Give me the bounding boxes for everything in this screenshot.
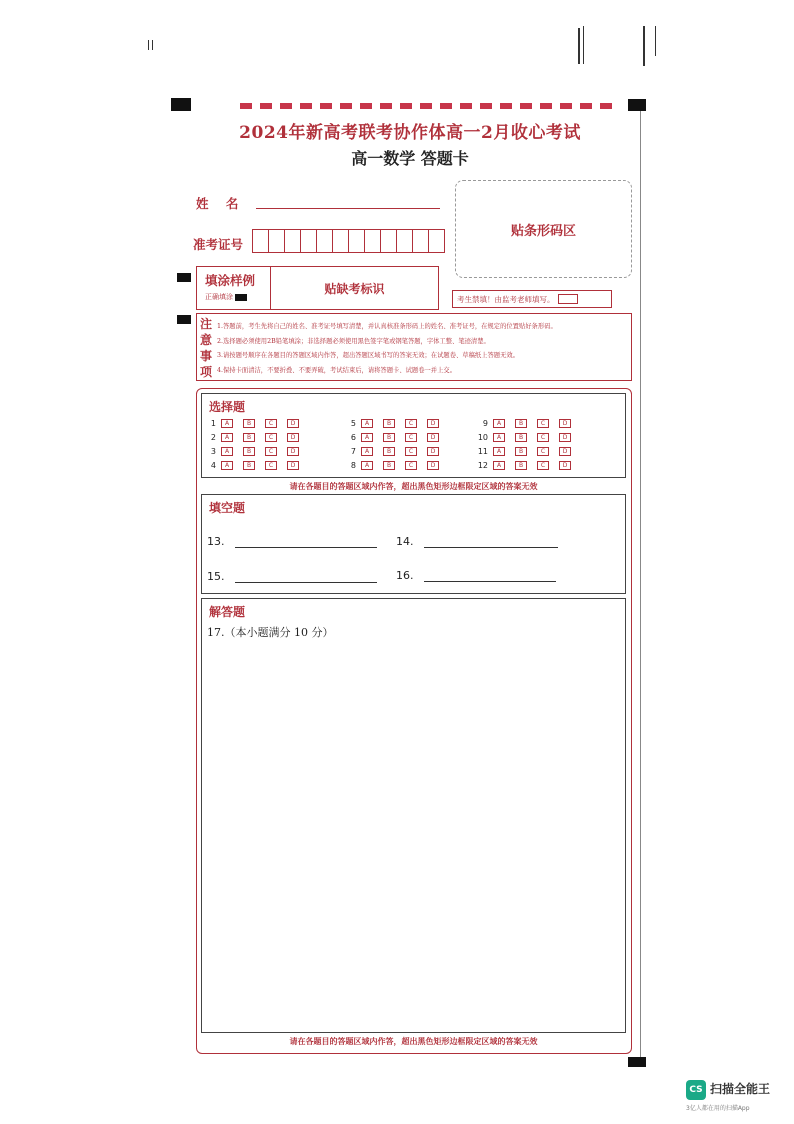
option-bubble[interactable]: D (427, 447, 439, 456)
choice-title: 选择题 (209, 400, 246, 414)
sheet-edge-right (640, 110, 641, 1065)
question-number: 2 (210, 433, 216, 442)
sample-section (197, 267, 271, 309)
choice-row (200, 447, 309, 456)
sheet-subtitle: 高一数学 答题卡 (351, 149, 469, 168)
choice-row (200, 433, 309, 442)
question-number: 12 (477, 461, 488, 470)
choice-row (472, 419, 581, 428)
option-bubble[interactable]: C (405, 461, 417, 470)
option-bubble[interactable]: C (537, 461, 549, 470)
choice-warning: 请在各题目的答题区域内作答，超出黑色矩形边框限定区域的答案无效 (289, 481, 538, 491)
alignment-mark (177, 315, 191, 324)
barcode-label: 贴条形码区 (510, 223, 576, 239)
choice-row (340, 461, 449, 470)
option-bubble[interactable]: A (221, 419, 233, 428)
sample-box (196, 266, 439, 310)
option-bubble[interactable]: A (221, 433, 233, 442)
question-17: 17.（本小题满分 10 分） (207, 626, 334, 639)
option-bubble[interactable]: D (287, 447, 299, 456)
option-bubble[interactable]: A (493, 461, 505, 470)
option-bubble[interactable]: D (559, 461, 571, 470)
exam-title: 2024年新高考联考协作体高一2月收心考试 (239, 123, 581, 143)
scan-artifact (643, 26, 645, 66)
choice-row (472, 447, 581, 456)
scan-artifact (655, 26, 656, 56)
option-bubble[interactable]: C (265, 433, 277, 442)
option-bubble[interactable]: D (427, 461, 439, 470)
option-bubble[interactable]: C (537, 433, 549, 442)
camscanner-name: 扫描全能王 (710, 1082, 771, 1096)
camscanner-tagline: 3亿人都在用的扫描App (686, 1105, 750, 1112)
option-bubble[interactable]: A (361, 447, 373, 456)
option-bubble[interactable]: C (405, 419, 417, 428)
sample-title: 填涂样例 (205, 273, 256, 288)
question-number: 1 (210, 419, 216, 428)
scan-artifact (152, 40, 153, 50)
option-bubble[interactable]: D (287, 433, 299, 442)
question-number: 4 (210, 461, 216, 470)
choice-row (472, 461, 581, 470)
name-label: 姓 名 (196, 196, 239, 211)
alignment-mark (628, 1057, 646, 1067)
option-bubble[interactable]: A (361, 433, 373, 442)
question-number: 9 (482, 419, 488, 428)
option-bubble[interactable]: D (287, 461, 299, 470)
note-item: 1.答题前，考生先将自己的姓名、准考证号填写清楚，并认真核准条形码上的姓名、准考证号，在规定的位置贴好条形码。 (217, 323, 557, 330)
option-bubble[interactable]: B (243, 433, 255, 442)
proctor-box: 考生禁填！由监考老师填写。 (452, 290, 612, 308)
question-number: 11 (477, 447, 488, 456)
option-bubble[interactable]: D (559, 433, 571, 442)
scan-artifact (148, 40, 149, 50)
notes-list (217, 320, 557, 378)
top-dash-border (240, 103, 620, 109)
filled-mark-icon (235, 294, 247, 301)
choice-row (472, 433, 581, 442)
name-field[interactable] (256, 208, 440, 209)
scan-artifact (583, 26, 584, 64)
option-bubble[interactable]: C (405, 447, 417, 456)
ticket-number-boxes[interactable] (252, 229, 444, 253)
alignment-mark (177, 273, 191, 282)
option-bubble[interactable]: B (515, 447, 527, 456)
question-number: 8 (350, 461, 356, 470)
option-bubble[interactable]: A (493, 447, 505, 456)
option-bubble[interactable]: B (515, 419, 527, 428)
proctor-fill-box[interactable] (558, 294, 578, 304)
option-bubble[interactable]: A (361, 419, 373, 428)
question-number: 5 (350, 419, 356, 428)
option-bubble[interactable]: A (221, 447, 233, 456)
option-bubble[interactable]: D (427, 419, 439, 428)
choice-row (340, 447, 449, 456)
option-bubble[interactable]: D (427, 433, 439, 442)
scan-artifact (578, 28, 580, 64)
option-bubble[interactable]: D (287, 419, 299, 428)
choice-row (340, 419, 449, 428)
alignment-mark (171, 98, 191, 111)
barcode-area (455, 180, 632, 278)
option-bubble[interactable]: A (361, 461, 373, 470)
option-bubble[interactable]: B (383, 461, 395, 470)
camscanner-logo-icon: CS (686, 1080, 706, 1100)
option-bubble[interactable]: C (405, 433, 417, 442)
option-bubble[interactable]: D (559, 447, 571, 456)
sample-correct: 正确填涂 (205, 292, 247, 302)
option-bubble[interactable]: A (221, 461, 233, 470)
note-item: 2.选择题必须使用2B铅笔填涂；非选择题必须使用黑色签字笔或钢笔答题，字体工整、笔迹清楚。 (217, 337, 490, 345)
question-number: 3 (210, 447, 216, 456)
option-bubble[interactable]: B (243, 461, 255, 470)
option-bubble[interactable]: C (265, 419, 277, 428)
question-number: 10 (477, 433, 488, 442)
fill-title: 填空题 (209, 501, 246, 515)
alignment-mark (628, 99, 646, 111)
choice-row (200, 461, 309, 470)
option-bubble[interactable]: B (383, 433, 395, 442)
option-bubble[interactable]: B (243, 447, 255, 456)
option-bubble[interactable]: C (537, 447, 549, 456)
fill-item-16[interactable]: 16. (396, 569, 556, 582)
fill-item-15[interactable]: 15. (207, 570, 377, 583)
option-bubble[interactable]: B (515, 461, 527, 470)
option-bubble[interactable]: C (265, 461, 277, 470)
note-item: 4.保持卡面清洁，不要折叠、不要弄破，考试结束后，请将答题卡、试题卷一并上交。 (217, 366, 456, 374)
option-bubble[interactable]: A (493, 419, 505, 428)
solve-title: 解答题 (209, 605, 246, 619)
option-bubble[interactable]: B (383, 419, 395, 428)
option-bubble[interactable]: B (383, 447, 395, 456)
choice-row (200, 419, 309, 428)
option-bubble[interactable]: C (265, 447, 277, 456)
fill-item-14[interactable]: 14. (396, 535, 558, 548)
note-item: 3.请按题号顺序在各题目的答题区域内作答，超出答题区域书写的答案无效；在试题卷、草稿纸上答题无效。 (217, 352, 519, 359)
notes-heading: 注 意 事 项 (200, 317, 213, 379)
option-bubble[interactable]: B (515, 433, 527, 442)
solve-section[interactable] (201, 598, 626, 1033)
option-bubble[interactable]: B (243, 419, 255, 428)
fill-item-13[interactable]: 13. (207, 535, 377, 548)
ticket-label: 准考证号 (193, 237, 244, 252)
option-bubble[interactable]: D (559, 419, 571, 428)
option-bubble[interactable]: C (537, 419, 549, 428)
choice-row (340, 433, 449, 442)
missing-exam-label: 贴缺考标识 (324, 281, 385, 296)
option-bubble[interactable]: A (493, 433, 505, 442)
solve-warning: 请在各题目的答题区域内作答，超出黑色矩形边框限定区域的答案无效 (289, 1036, 538, 1046)
question-number: 6 (350, 433, 356, 442)
question-number: 7 (350, 447, 356, 456)
notes-box (196, 313, 632, 381)
